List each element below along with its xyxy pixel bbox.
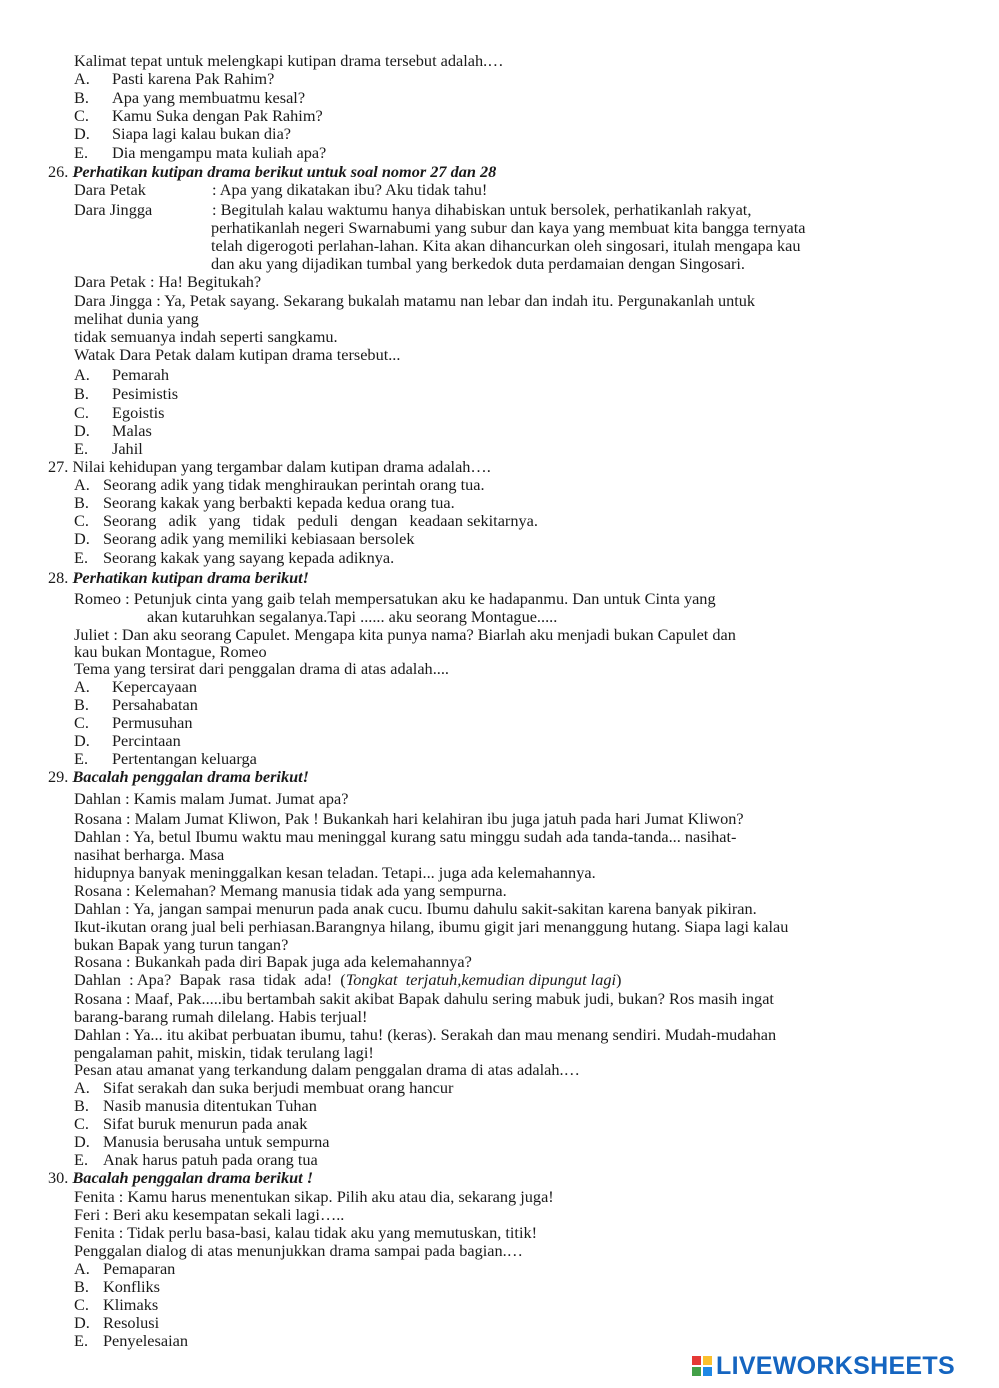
q26-option-a[interactable]: A. Pemarah bbox=[74, 365, 169, 384]
q28-option-e[interactable]: E. Pertentangan keluarga bbox=[74, 749, 257, 768]
q29-heading: 29. Bacalah penggalan drama berikut! bbox=[48, 767, 310, 786]
q25-stem: Kalimat tepat untuk melengkapi kutipan drama tersebut adalah.… bbox=[74, 51, 504, 70]
q28-dialog-line: Juliet : Dan aku seorang Capulet. Mengapa kita punya nama? Biarlah aku menjadi bukan Capulet dan bbox=[74, 625, 736, 644]
q26-question: Watak Dara Petak dalam kutipan drama tersebut... bbox=[74, 345, 401, 364]
q29-dialog-line: Dahlan : Ya... itu akibat perbuatan ibumu, tahu! (keras). Serakah dan mau menang sendiri. Mudah-mudahan bbox=[74, 1025, 777, 1044]
q26-dialog-line: telah digerogoti perlahan-lahan. Kita akan dihancurkan oleh singosari, itulah mengapa kau bbox=[211, 236, 801, 255]
q30-question: Penggalan dialog di atas menunjukkan drama sampai pada bagian.… bbox=[74, 1241, 523, 1260]
q26-option-d[interactable]: D. Malas bbox=[74, 421, 152, 440]
q29-option-b[interactable]: B. Nasib manusia ditentukan Tuhan bbox=[74, 1096, 317, 1115]
q30-option-b[interactable]: B. Konfliks bbox=[74, 1277, 160, 1296]
q28-option-c[interactable]: C. Permusuhan bbox=[74, 713, 193, 732]
q29-dialog-line: Dahlan : Kamis malam Jumat. Jumat apa? bbox=[74, 789, 349, 808]
q27-stem: 27. Nilai kehidupan yang tergambar dalam kutipan drama adalah…. bbox=[48, 457, 491, 476]
liveworksheets-logo-text: LIVEWORKSHEETS bbox=[716, 1351, 955, 1380]
q27-option-d[interactable]: D. Seorang adik yang memiliki kebiasaan bersolek bbox=[74, 529, 415, 548]
q26-dialog-line: perhatikanlah negeri Swarnabumi yang subur dan kaya yang membuat kita bangga ternyata bbox=[211, 218, 806, 237]
q26-option-b[interactable]: B. Pesimistis bbox=[74, 384, 179, 403]
q30-dialog-line: Feri : Beri aku kesempatan sekali lagi….. bbox=[74, 1205, 345, 1224]
q29-option-e[interactable]: E. Anak harus patuh pada orang tua bbox=[74, 1150, 318, 1169]
stage-direction: Tongkat terjatuh,kemudian dipungut lagi bbox=[345, 970, 616, 989]
q25-option-b[interactable]: B. Apa yang membuatmu kesal? bbox=[74, 88, 306, 107]
q26-dialog-line: Dara Petak : Ha! Begitukah? bbox=[74, 272, 262, 291]
q29-dialog-line: Rosana : Bukankah pada diri Bapak juga ada kelemahannya? bbox=[74, 952, 472, 971]
q25-option-d[interactable]: D. Siapa lagi kalau bukan dia? bbox=[74, 124, 292, 143]
q28-question: Tema yang tersirat dari penggalan drama di atas adalah.... bbox=[74, 659, 449, 678]
q28-dialog-line: akan kutaruhkan segalanya.Tapi ...... aku seorang Montague..... bbox=[147, 607, 558, 626]
q27-option-a[interactable]: A. Seorang adik yang tidak menghiraukan perintah orang tua. bbox=[74, 475, 485, 494]
q26-dialog-line: dan aku yang dijadikan tumbal yang berkedok duta perdamaian dengan Singosari. bbox=[211, 254, 745, 273]
q29-option-d[interactable]: D. Manusia berusaha untuk sempurna bbox=[74, 1132, 330, 1151]
q30-heading: 30. Bacalah penggalan drama berikut ! bbox=[48, 1168, 314, 1187]
q26-dialog-line: Dara Jingga : Begitulah kalau waktumu hanya dihabiskan untuk bersolek, perhatikanlah rakyat, bbox=[74, 200, 752, 219]
q26-option-e[interactable]: E. Jahil bbox=[74, 439, 143, 458]
q28-dialog-line: Romeo : Petunjuk cinta yang gaib telah mempersatukan aku ke hadapanmu. Dan untuk Cinta yang bbox=[74, 589, 716, 608]
q27-option-b[interactable]: B. Seorang kakak yang berbakti kepada kedua orang tua. bbox=[74, 493, 455, 512]
q30-dialog-line: Fenita : Kamu harus menentukan sikap. Pilih aku atau dia, sekarang juga! bbox=[74, 1187, 554, 1206]
q29-dialog-line: Ikut-ikutan orang jual beli perhiasan.Barangnya hilang, ibumu gigit jari menanggung hutang. Siapa lagi kalau bbox=[74, 917, 789, 936]
q29-dialog-line: Rosana : Kelemahan? Memang manusia tidak ada yang sempurna. bbox=[74, 881, 507, 900]
q28-option-d[interactable]: D. Percintaan bbox=[74, 731, 181, 750]
q29-dialog-line: pengalaman pahit, miskin, tidak terulang lagi! bbox=[74, 1043, 374, 1062]
q30-option-d[interactable]: D. Resolusi bbox=[74, 1313, 160, 1332]
q27-option-c[interactable]: C. Seorang adik yang tidak peduli dengan keadaan sekitarnya. bbox=[74, 511, 538, 530]
q30-option-c[interactable]: C. Klimaks bbox=[74, 1295, 159, 1314]
q29-dialog-line: Dahlan : Ya, jangan sampai menurun pada anak cucu. Ibumu dahulu sakit-sakitan karena banyak pikiran. bbox=[74, 899, 757, 918]
q29-dialog-line: Dahlan : Apa? Bapak rasa tidak ada! (Tongkat terjatuh,kemudian dipungut lagi) bbox=[74, 970, 622, 989]
q26-dialog-line: Dara Petak : Apa yang dikatakan ibu? Aku tidak tahu! bbox=[74, 180, 488, 199]
q26-dialog-line: tidak semuanya indah seperti sangkamu. bbox=[74, 327, 338, 346]
q26-heading: 26. Perhatikan kutipan drama berikut untuk soal nomor 27 dan 28 bbox=[48, 162, 497, 181]
q27-option-e[interactable]: E. Seorang kakak yang sayang kepada adiknya. bbox=[74, 548, 395, 567]
q29-dialog-line: Dahlan : Ya, betul Ibumu waktu mau meninggal kurang satu minggu sudah ada tanda-tanda... nasihat- bbox=[74, 827, 737, 846]
q25-option-a[interactable]: A. Pasti karena Pak Rahim? bbox=[74, 69, 275, 88]
q29-dialog-line: Rosana : Maaf, Pak.....ibu bertambah sakit akibat Bapak dahulu sering mabuk judi, bukan? Ros masih ingat bbox=[74, 989, 774, 1008]
q30-dialog-line: Fenita : Tidak perlu basa-basi, kalau tidak aku yang memutuskan, titik! bbox=[74, 1223, 538, 1242]
liveworksheets-logo-icon bbox=[692, 1356, 712, 1376]
q26-dialog-line: Dara Jingga : Ya, Petak sayang. Sekarang bukalah matamu nan lebar dan indah itu. Pergunakanlah untuk bbox=[74, 291, 756, 310]
q29-dialog-line: nasihat berharga. Masa bbox=[74, 845, 225, 864]
q28-option-b[interactable]: B. Persahabatan bbox=[74, 695, 198, 714]
q29-option-c[interactable]: C. Sifat buruk menurun pada anak bbox=[74, 1114, 308, 1133]
q26-dialog-line: melihat dunia yang bbox=[74, 309, 199, 328]
q25-option-e[interactable]: E. Dia mengampu mata kuliah apa? bbox=[74, 143, 327, 162]
q26-option-c[interactable]: C. Egoistis bbox=[74, 403, 165, 422]
q30-option-a[interactable]: A. Pemaparan bbox=[74, 1259, 176, 1278]
q28-dialog-line: kau bukan Montague, Romeo bbox=[74, 642, 267, 661]
q30-option-e[interactable]: E. Penyelesaian bbox=[74, 1331, 188, 1350]
q29-dialog-line: Rosana : Malam Jumat Kliwon, Pak ! Bukankah hari kelahiran ibu juga jatuh pada hari Jumat Kliwon? bbox=[74, 809, 744, 828]
q25-option-c[interactable]: C. Kamu Suka dengan Pak Rahim? bbox=[74, 106, 323, 125]
q29-dialog-line: bukan Bapak yang turun tangan? bbox=[74, 935, 289, 954]
q28-heading: 28. Perhatikan kutipan drama berikut! bbox=[48, 568, 310, 587]
q29-dialog-line: hidupnya banyak meninggalkan kesan teladan. Tetapi... juga ada kelemahannya. bbox=[74, 863, 596, 882]
q29-dialog-line: barang-barang rumah dilelang. Habis terjual! bbox=[74, 1007, 368, 1026]
q29-option-a[interactable]: A. Sifat serakah dan suka berjudi membuat orang hancur bbox=[74, 1078, 454, 1097]
q29-question: Pesan atau amanat yang terkandung dalam penggalan drama di atas adalah.… bbox=[74, 1060, 580, 1079]
liveworksheets-logo bbox=[692, 1352, 955, 1380]
q28-option-a[interactable]: A. Kepercayaan bbox=[74, 677, 197, 696]
